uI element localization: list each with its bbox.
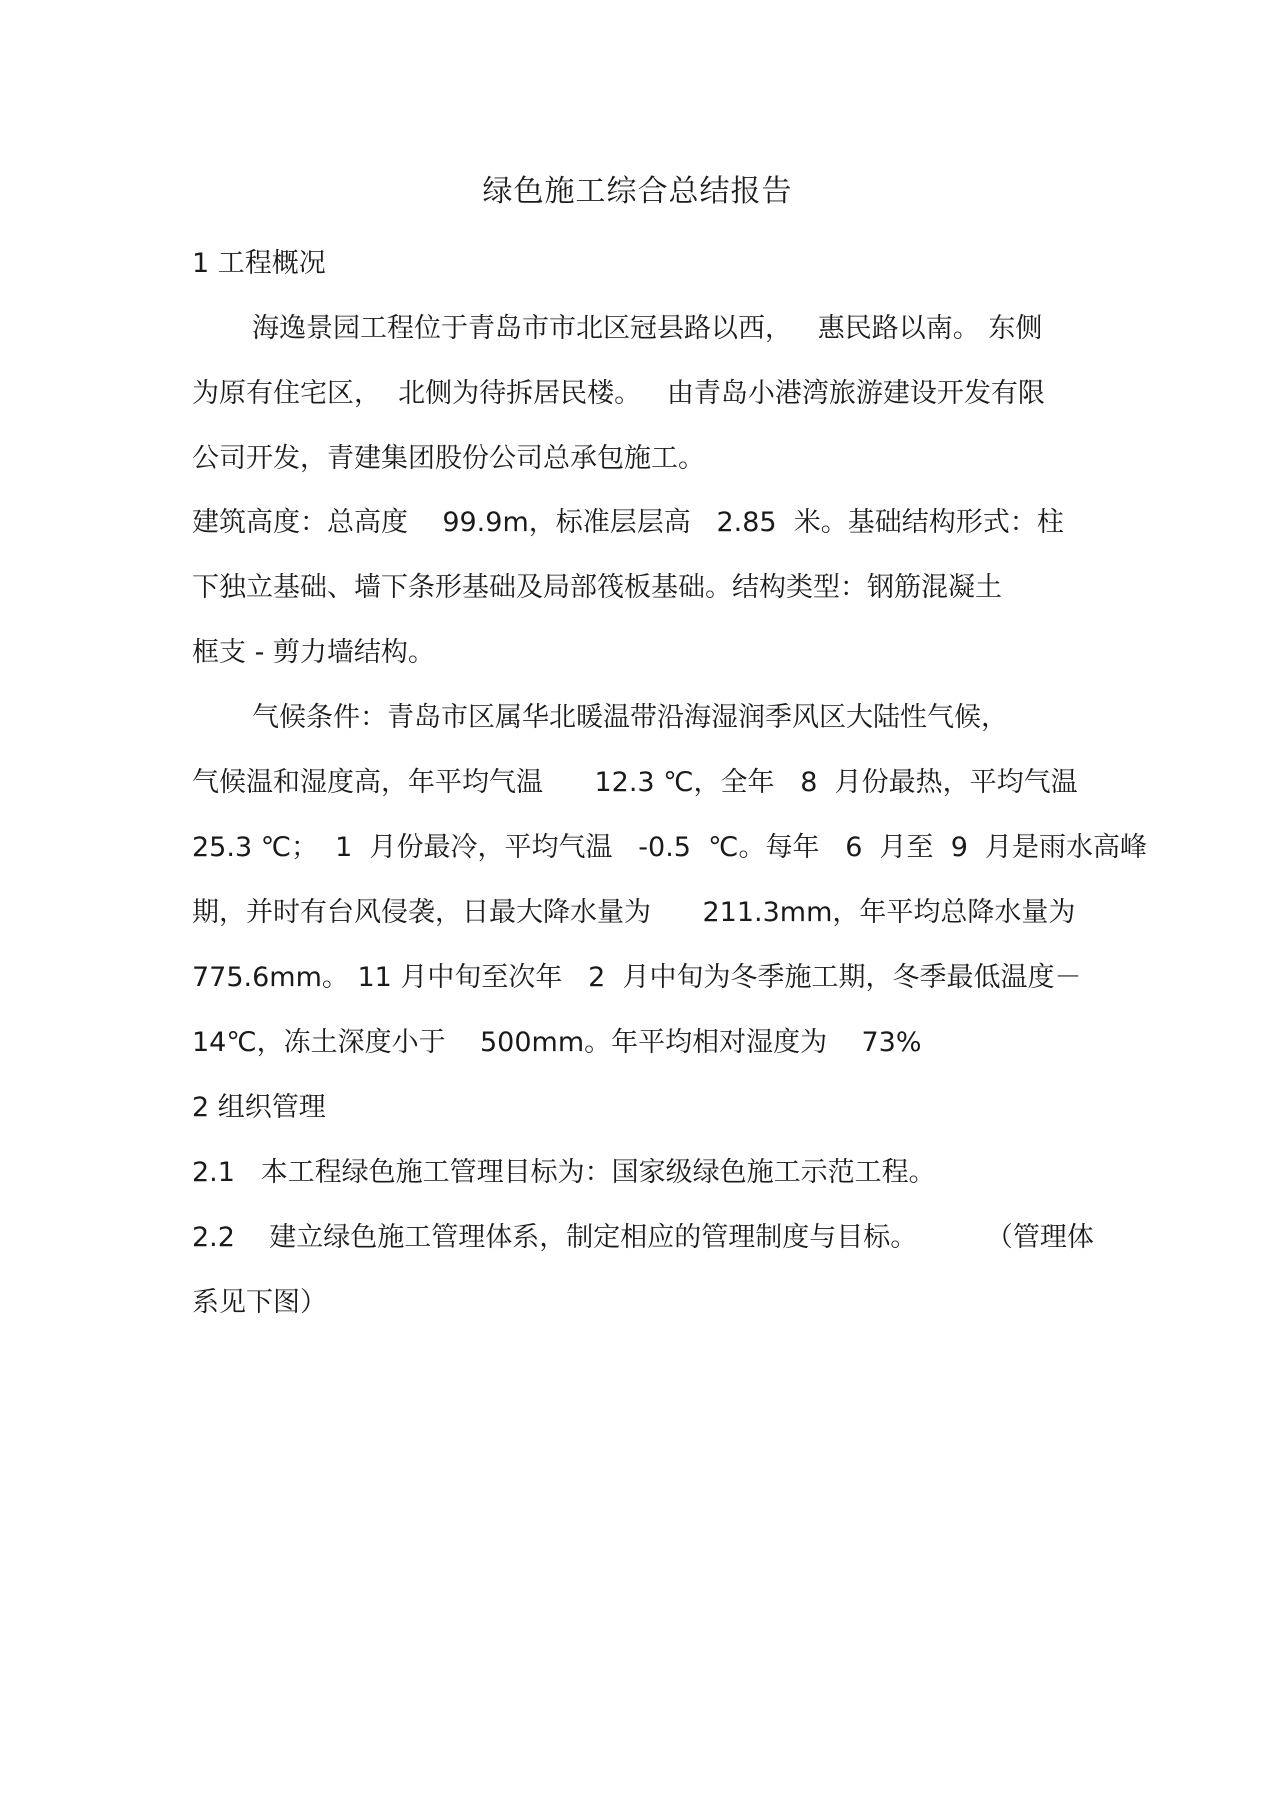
- section-heading-2: 2 组织管理: [192, 1092, 326, 1123]
- paragraph-line: 气候温和湿度高，年平均气温 12.3 ℃，全年 8 月份最热，平均气温: [192, 767, 1078, 798]
- paragraph-line: 下独立基础、墙下条形基础及局部筏板基础。结构类型：钢筋混凝土: [192, 572, 1002, 603]
- paragraph-line: 海逸景园工程位于青岛市市北区冠县路以西， 惠民路以南。 东侧: [252, 313, 1043, 344]
- list-item: 2.1 本工程绿色施工管理目标为：国家级绿色施工示范工程。: [192, 1157, 936, 1188]
- document-title: 绿色施工综合总结报告: [482, 174, 793, 209]
- paragraph-line: 775.6mm。 11 月中旬至次年 2 月中旬为冬季施工期，冬季最低温度－: [192, 962, 1082, 993]
- list-item-continuation: 系见下图）: [192, 1287, 327, 1318]
- list-item: 2.2 建立绿色施工管理体系，制定相应的管理制度与目标。 （管理体: [192, 1222, 1094, 1253]
- paragraph-line: 框支 - 剪力墙结构。: [192, 637, 435, 668]
- paragraph-line: 14℃，冻土深度小于 500mm。年平均相对湿度为 73%: [192, 1027, 922, 1058]
- paragraph-line: 25.3 ℃； 1 月份最冷，平均气温 -0.5 ℃。每年 6 月至 9 月是雨水高峰: [192, 832, 1148, 863]
- paragraph-line: 为原有住宅区， 北侧为待拆居民楼。 由青岛小港湾旅游建设开发有限: [192, 378, 1045, 409]
- paragraph-line: 期，并时有台风侵袭，日最大降水量为 211.3mm，年平均总降水量为: [192, 897, 1076, 928]
- section-heading-1: 1 工程概况: [192, 248, 326, 279]
- paragraph-line: 公司开发，青建集团股份公司总承包施工。: [192, 443, 705, 474]
- paragraph-line: 气候条件：青岛市区属华北暖温带沿海湿润季风区大陆性气候，: [252, 702, 1008, 733]
- paragraph-line: 建筑高度：总高度 99.9m，标准层层高 2.85 米。基础结构形式：柱: [192, 507, 1064, 538]
